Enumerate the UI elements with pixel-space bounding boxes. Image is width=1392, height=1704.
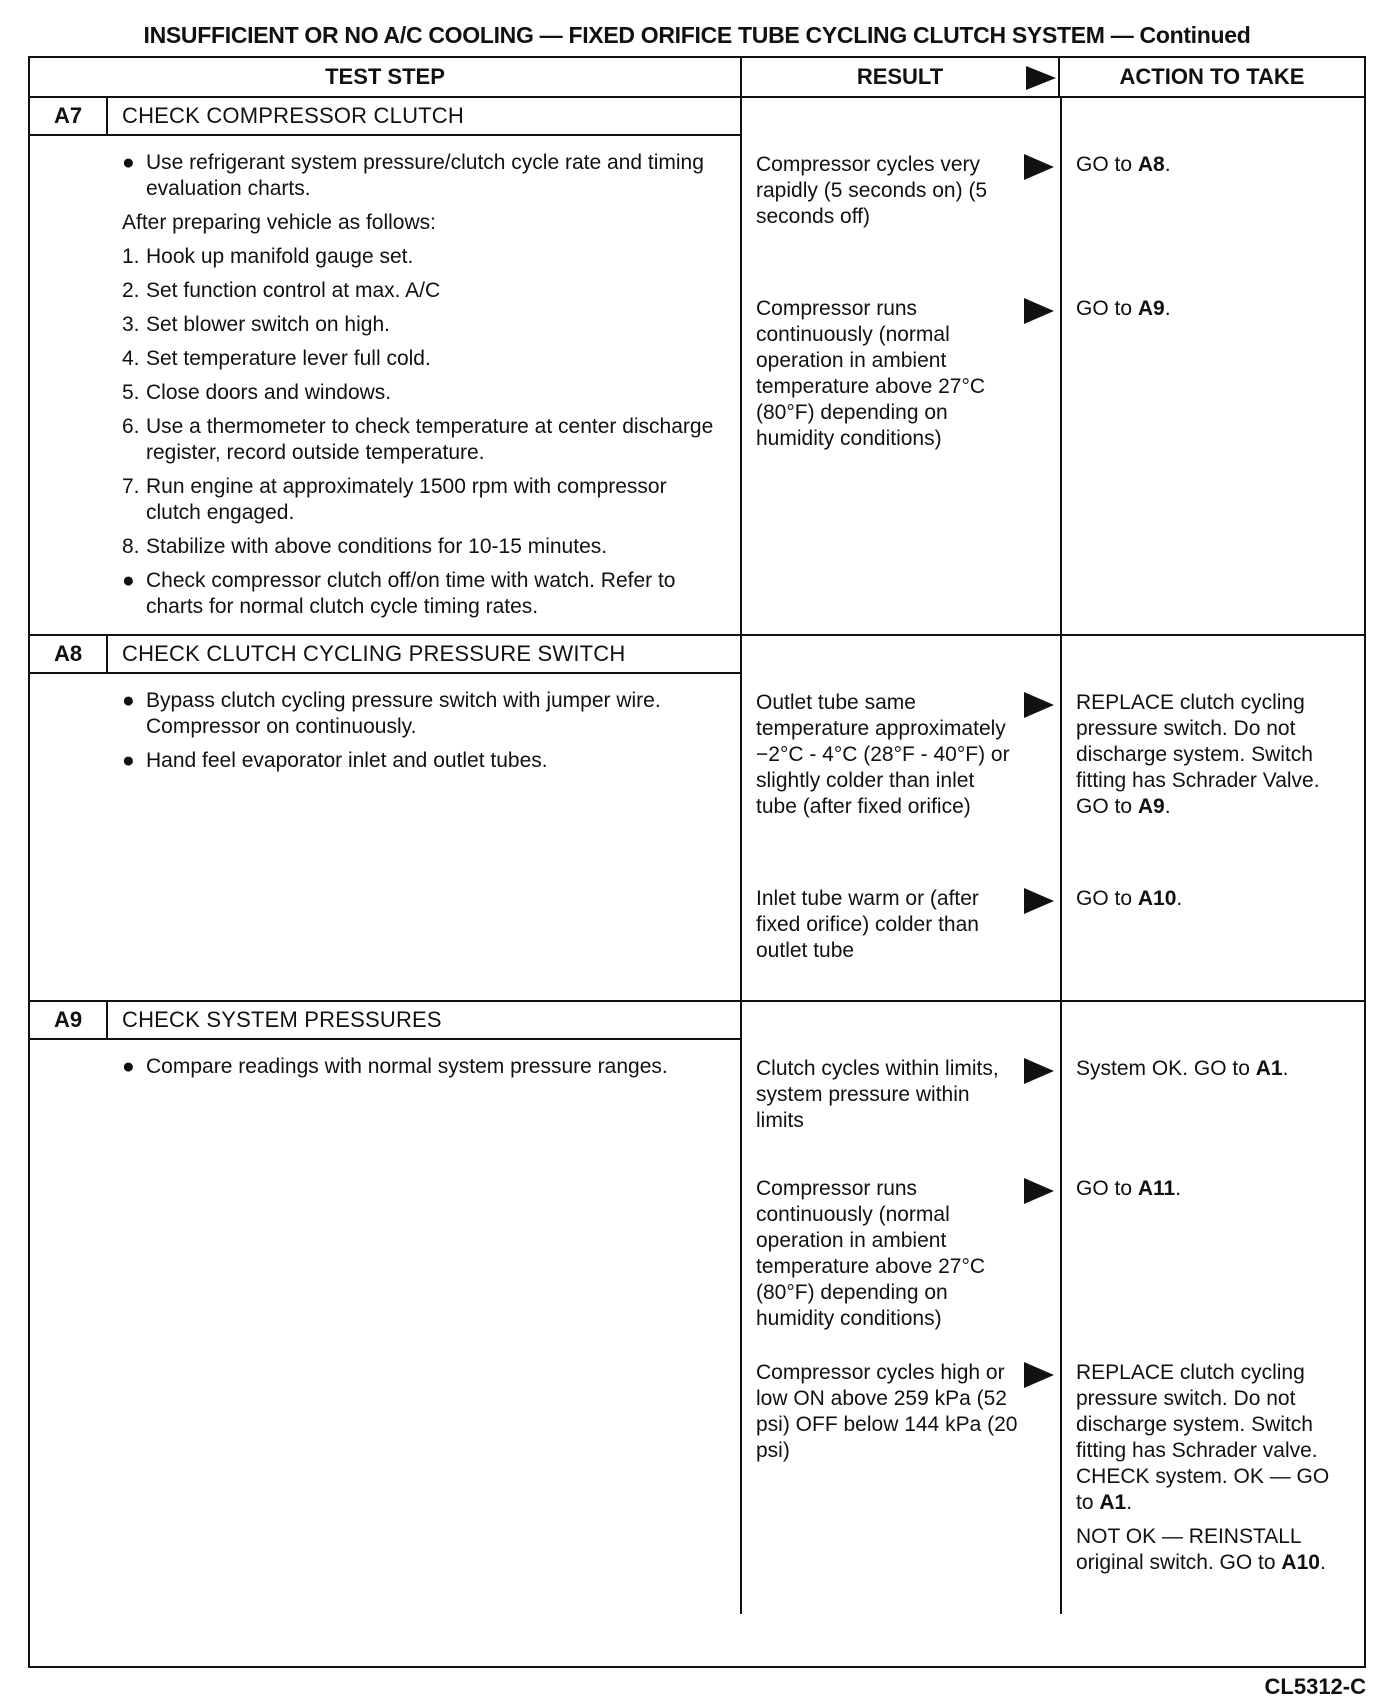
step-item: [122, 474, 724, 526]
action-paragraph: [1076, 296, 1352, 322]
action-text: [1076, 296, 1352, 330]
step-text: After preparing vehicle as follows:: [122, 211, 436, 234]
step-text: Use refrigerant system pressure/clutch cycle rate and timing evaluation charts.: [146, 151, 704, 200]
step-item: [122, 1054, 724, 1080]
step-item: [122, 748, 724, 774]
step-number: 8.: [122, 535, 140, 558]
action-pre: System OK. GO to: [1076, 1057, 1256, 1080]
step-text: Hook up manifold gauge set.: [146, 245, 414, 268]
step-item: [122, 312, 724, 338]
result-action-area: [742, 636, 1364, 1000]
action-post: .: [1176, 887, 1183, 910]
result-text: Compressor cycles high or low ON above 259 kPa (52 psi) OFF below 144 kPa (20 psi): [756, 1361, 1018, 1462]
result-text: Inlet tube warm or (after fixed orifice) colder than outlet tube: [756, 887, 979, 962]
section-a9: [30, 1002, 1364, 1614]
action-post: .: [1126, 1491, 1133, 1514]
section-header: [30, 98, 742, 136]
action-step-ref: A9: [1137, 297, 1165, 320]
action-text: [1076, 1056, 1352, 1090]
step-item: [122, 568, 724, 620]
action-paragraph: [1076, 1176, 1352, 1202]
step-item: [122, 150, 724, 202]
action-paragraph: [1076, 886, 1352, 912]
step-number: 7.: [122, 475, 140, 498]
arrow-icon: [1024, 692, 1054, 718]
action-paragraph: [1076, 1056, 1352, 1082]
action-pre: REPLACE clutch cycling pressure switch. Do not discharge system. Switch fitting has Schrader valve. CHECK system. OK — GO to: [1076, 1361, 1330, 1514]
action-text: [1076, 152, 1352, 186]
step-item: [122, 244, 724, 270]
action-post: .: [1175, 1177, 1182, 1200]
action-paragraph: [1076, 1524, 1352, 1576]
action-post: .: [1164, 297, 1171, 320]
result-action-area: [742, 98, 1364, 634]
step-text: Bypass clutch cycling pressure switch with jumper wire. Compressor on continuously.: [146, 689, 661, 738]
action-step-ref: A10: [1137, 887, 1177, 910]
step-number: 3.: [122, 313, 140, 336]
result-text: Compressor cycles very rapidly (5 seconds on) (5 seconds off): [756, 153, 988, 228]
result-text: Compressor runs continuously (normal operation in ambient temperature above 27°C (80°F) depending on humidity conditions): [756, 297, 986, 450]
action-pre: REPLACE clutch cycling pressure switch. Do not discharge system. Switch fitting has Schrader Valve. GO to: [1076, 691, 1320, 818]
step-list: [30, 674, 740, 774]
section-header: [30, 636, 742, 674]
section-id: A7: [30, 98, 108, 134]
arrow-icon: [1024, 298, 1054, 324]
column-divider: [1060, 98, 1062, 634]
step-text: Set blower switch on high.: [146, 313, 390, 336]
step-number: 6.: [122, 415, 140, 438]
result-action-area: [742, 1002, 1364, 1614]
test-step-cell: [30, 1002, 742, 1614]
header-result-label: RESULT: [856, 64, 944, 89]
action-step-ref: A8: [1137, 153, 1165, 176]
header-row: [30, 58, 1364, 98]
arrow-icon: [1024, 1058, 1054, 1084]
step-item: [122, 210, 724, 236]
step-item: [122, 414, 724, 466]
step-item: [122, 380, 724, 406]
step-number: 5.: [122, 381, 140, 404]
section-title: CHECK SYSTEM PRESSURES: [122, 1007, 442, 1032]
action-text: [1076, 1360, 1352, 1584]
section-title: CHECK CLUTCH CYCLING PRESSURE SWITCH: [122, 641, 626, 666]
action-step-ref: A11: [1137, 1177, 1176, 1200]
action-post: .: [1164, 795, 1171, 818]
action-pre: GO to: [1076, 153, 1138, 176]
bullet-icon: ●: [122, 1055, 135, 1078]
section-a7: [30, 98, 1364, 636]
step-text: Close doors and windows.: [146, 381, 392, 404]
test-step-cell: [30, 636, 742, 1000]
action-pre: GO to: [1076, 887, 1138, 910]
step-item: [122, 278, 724, 304]
action-step-ref: A9: [1137, 795, 1165, 818]
bullet-icon: ●: [122, 569, 135, 592]
step-text: Set temperature lever full cold.: [146, 347, 431, 370]
arrow-icon: [1024, 1178, 1054, 1204]
action-pre: GO to: [1076, 297, 1138, 320]
step-list: [30, 1040, 740, 1080]
arrow-icon: [1024, 1362, 1054, 1388]
column-divider: [1060, 1002, 1062, 1614]
header-result: [742, 58, 1060, 96]
diagnostic-chart: [28, 56, 1366, 1668]
section-title: CHECK COMPRESSOR CLUTCH: [122, 103, 464, 128]
step-number: 2.: [122, 279, 140, 302]
bullet-icon: ●: [122, 689, 135, 712]
section-id: A9: [30, 1002, 108, 1038]
header-arrow-icon: [1026, 66, 1056, 90]
action-pre: NOT OK — REINSTALL original switch. GO to: [1076, 1525, 1301, 1574]
step-text: Set function control at max. A/C: [146, 279, 441, 302]
step-text: Run engine at approximately 1500 rpm with compressor clutch engaged.: [146, 475, 667, 524]
action-post: .: [1164, 153, 1171, 176]
action-paragraph: [1076, 690, 1352, 820]
section-a8: [30, 636, 1364, 1002]
action-post: .: [1319, 1551, 1326, 1574]
arrow-icon: [1024, 888, 1054, 914]
header-test-step: TEST STEP: [30, 58, 742, 96]
action-step-ref: A1: [1099, 1491, 1127, 1514]
column-divider: [1060, 636, 1062, 1000]
arrow-icon: [1024, 154, 1054, 180]
step-number: 1.: [122, 245, 140, 268]
action-paragraph: [1076, 152, 1352, 178]
action-step-ref: A10: [1281, 1551, 1320, 1574]
step-text: Stabilize with above conditions for 10-15 minutes.: [146, 535, 608, 558]
section-id: A8: [30, 636, 108, 672]
bullet-icon: ●: [122, 151, 135, 174]
action-text: [1076, 1176, 1352, 1210]
result-text: Clutch cycles within limits, system pressure within limits: [756, 1057, 999, 1132]
step-text: Use a thermometer to check temperature at center discharge register, record outside temperature.: [146, 415, 714, 464]
action-step-ref: A1: [1255, 1057, 1283, 1080]
step-item: [122, 534, 724, 560]
result-text: Compressor runs continuously (normal operation in ambient temperature above 27°C (80°F) depending on humidity conditions): [756, 1177, 986, 1330]
action-text: [1076, 886, 1352, 920]
step-text: Check compressor clutch off/on time with watch. Refer to charts for normal clutch cycle timing rates.: [146, 569, 676, 618]
action-text: [1076, 690, 1352, 828]
bullet-icon: ●: [122, 749, 135, 772]
step-item: [122, 346, 724, 372]
result-text: Outlet tube same temperature approximately −2°C - 4°C (28°F - 40°F) or slightly colder than inlet tube (after fixed orifice): [756, 691, 1010, 818]
test-step-cell: [30, 98, 742, 634]
action-pre: GO to: [1076, 1177, 1138, 1200]
section-header: [30, 1002, 742, 1040]
action-paragraph: [1076, 1360, 1352, 1516]
action-post: .: [1282, 1057, 1289, 1080]
step-item: [122, 688, 724, 740]
step-text: Hand feel evaporator inlet and outlet tubes.: [146, 749, 548, 772]
step-list: [30, 136, 740, 620]
step-number: 4.: [122, 347, 140, 370]
page-title: INSUFFICIENT OR NO A/C COOLING — FIXED ORIFICE TUBE CYCLING CLUTCH SYSTEM — Continued: [143, 22, 1251, 48]
header-action: ACTION TO TAKE: [1119, 64, 1305, 89]
step-text: Compare readings with normal system pressure ranges.: [146, 1055, 668, 1078]
figure-code: CL5312-C: [1264, 1674, 1366, 1699]
